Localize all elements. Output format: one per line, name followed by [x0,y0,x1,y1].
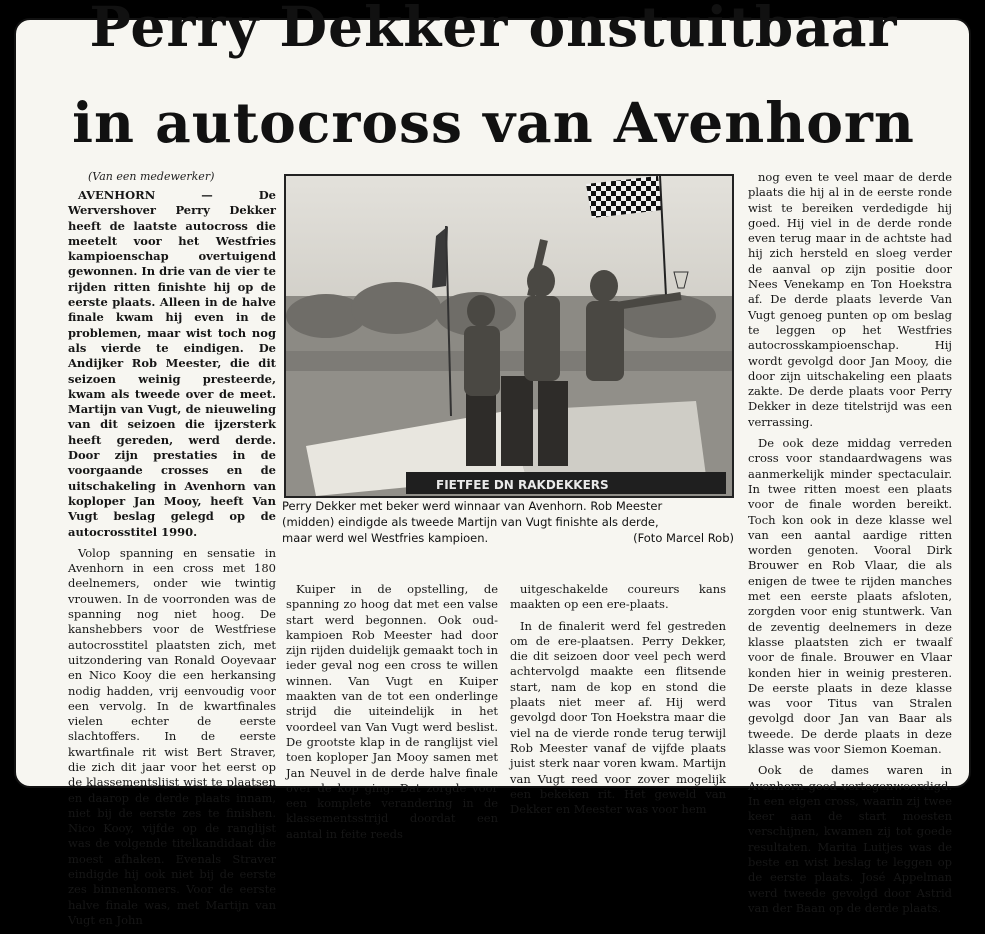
photo-credit: (Foto Marcel Rob) [633,531,734,545]
headline-line-2: in autocross van Avenhorn [72,90,915,155]
body-paragraph: De ook deze middag verreden cross voor standaardwagens was aanmerkelijk minder spectaculair. In twee ritten moest een plaats voor de finale worden bereikt. Toch kon ook in deze klasse wel van een aantal aardige ritten worden genoten. Vooral Dirk Brouwer en Rob Vlaar, die als enigen de twee te rijden manches met een eerste plaats afsloten, zorgden voor enig stuntwerk. Van de zeventig deelnemers in deze klasse plaatsten zich er twaalf voor de finale. Brouwer en Vlaar konden hier in weinig presteren. De eerste plaats in deze klasse was voor Titus van Stralen gevolgd door Jan van Baar als tweede. De derde plaats in deze klasse was voor Siemon Koeman. [748,436,952,756]
caption-line: (midden) eindigde als tweede Martijn van Vugt finishte als derde, [282,515,659,529]
article-column-3 [510,582,726,823]
body-paragraph: In de finalerit werd fel gestreden om de ere-plaatsen. Perry Dekker, die dit seizoen door veel pech werd achtervolgd maakte een flitsende start, nam de kop en stond die plaats niet meer af. Hij werd gevolgd door Ton Hoekstra maar die viel na de vierde ronde terug terwijl Rob Meester vanaf de vijfde plaats juist sterk naar voren kwam. Martijn van Vugt reed voor zover mogelijk een bekeken rit. Het geweld van Dekker en Meester was voor hem [510,618,726,817]
photo-image [286,176,732,496]
article-column-1 [68,188,276,934]
article-column-2 [286,582,498,848]
caption-line: Perry Dekker met beker werd winnaar van Avenhorn. Rob Meester [282,499,663,513]
news-photo [284,174,734,498]
body-paragraph: nog even te veel maar de derde plaats die hij al in de eerste ronde wist te bereiken verdedigde hij goed. Hij viel in de derde ronde even terug maar in de achtste had hij zich hersteld en sloeg verder de aanval op zijn positie door Nees Venekamp en Ton Hoekstra af. De derde plaats leverde Van Vugt genoeg punten op om beslag te leggen op het Westfries autocrosskampioenschap. Hij wordt gevolgd door Jan Mooy, die door zijn uitschakeling een plaats zakte. De derde plaats voor Perry Dekker in deze titelstrijd was een verrassing. [748,170,952,429]
body-paragraph: Ook de dames waren in Avenhorn goed vertegenwoordigd. In een eigen cross, waarin zij twee keer aan de start moesten verschijnen, kwamen zij tot goede resultaten. Marita Luitjes was de beste en wist beslag te leggen op de eerste plaats. José Appelman werd tweede gevolgd door Astrid van der Baan op de derde plaats. [748,763,952,915]
newspaper-clipping [14,0,971,927]
body-paragraph: uitgeschakelde coureurs kans maakten op een ere-plaats. [510,582,726,612]
byline: (Van een medewerker) [88,170,215,183]
photo-banner-text: FIETFEE DN RAKDEKKERS [436,478,609,492]
photo-caption [282,498,734,546]
article-column-4 [748,170,952,922]
lead-paragraph: AVENHORN — De Wervershover Perry Dekker heeft de laatste autocross die meetelt voor het Westfries kampioenschap overtuigend gewonnen. In drie van de vier te rijden ritten finishte hij op de eerste plaats. Alleen in de halve finale kwam hij even in de problemen, maar wist toch nog als vierde te eindigen. De Andijker Rob Meester, die dit seizoen weinig presteerde, kwam als tweede over de meet. Martijn van Vugt, de nieuweling van dit seizoen die ijzersterk heeft gereden, werd derde. Door zijn prestaties in de voorgaande crosses en de uitschakeling in Avenhorn van koploper Jan Mooy, heeft Van Vugt beslag gelegd op de autocrosstitel 1990. [68,188,276,539]
body-paragraph: Kuiper in de opstelling, de spanning zo hoog dat met een valse start werd begonnen. Ook oud-kampioen Rob Meester had door zijn rijden duidelijk gemaakt toch in ieder geval nog een cross te willen winnen. Van Vugt en Kuiper maakten van de tot een onderlinge strijd die uiteindelijk in het voordeel van Van Vugt werd beslist. De grootste klap in de ranglijst viel toen koploper Jan Mooy samen met Jan Neuvel in de derde halve finale over de kop ging. Dat zorgde voor een komplete verandering in de klassementsstrijd doordat een aantal in feite reeds [286,582,498,841]
caption-line: maar werd wel Westfries kampioen. [282,531,489,545]
body-paragraph: Volop spanning en sensatie in Avenhorn in een cross met 180 deelnemers, onder wie twintig vrouwen. In de voorronden was de spanning nog niet hoog. De kanshebbers voor de Westfriese autocrosstitel plaatsten zich, met uitzondering van Ronald Ooyevaar en Nico Kooy die een herkansing nodig hadden, vrij eenvoudig voor een vervolg. In de kwartfinales vielen echter de eerste slachtoffers. In de eerste kwartfinale rit wist Bert Straver, die zich dit jaar voor het eerst op de klassementslijst wist te plaatsen en daarop de derde plaats innam, niet bij de eerste zes te finishen. Nico Kooy, vijfde op de ranglijst was de volgende titelkandidaat die moest afhaken. Evenals Straver eindigde hij ook niet bij de eerste zes binnenkomers. Voor de eerste halve finale was, met Martijn van Vugt en John [68,545,276,927]
headline-line-1: Perry Dekker onstuitbaar [89,0,898,59]
